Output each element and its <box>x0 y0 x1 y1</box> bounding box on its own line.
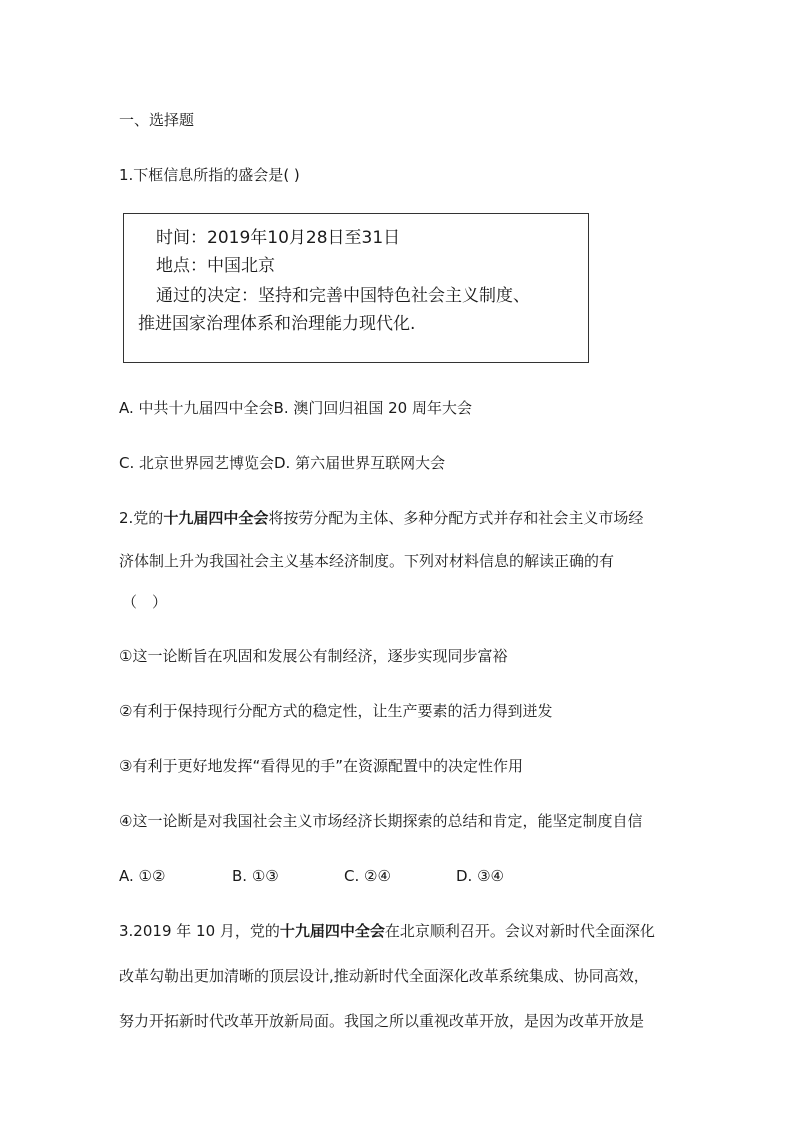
q3-suffix: 在北京顺利召开。会议对新时代全面深化 <box>384 922 655 940</box>
question-2-line-1 <box>119 508 643 528</box>
question-2-line-2: 济体制上升为我国社会主义基本经济制度。下列对材料信息的解读正确的有 <box>119 552 615 570</box>
q2-suffix: 将按劳分配为主体、多种分配方式并存和社会主义市场经 <box>268 509 644 527</box>
question-1-stem: 1.下框信息所指的盛会是( ) <box>119 166 300 184</box>
q2-option-a: A. ①② <box>119 867 166 885</box>
question-3-line-1 <box>119 921 655 941</box>
q2-option-b: B. ①③ <box>232 867 279 885</box>
info-decision-line-2: 推进国家治理体系和治理能力现代化. <box>138 314 416 334</box>
question-1-options-ab: A. 中共十九届四中全会B. 澳门回归祖国 20 周年大会 <box>119 399 472 417</box>
info-time: 时间：2019年10月28日至31日 <box>156 228 401 248</box>
question-3-line-2: 改革勾勒出更加清晰的顶层设计,推动新时代全面深化改革系统集成、协同高效， <box>119 967 649 985</box>
section-title: 一、选择题 <box>119 111 195 129</box>
question-2-line-3: （ ） <box>122 593 168 611</box>
q2-bold-term: 十九届四中全会 <box>163 509 269 527</box>
q2-option-d: D. ③④ <box>456 867 504 885</box>
question-1-info-box <box>123 213 589 363</box>
question-2-item-2: ②有利于保持现行分配方式的稳定性，让生产要素的活力得到迸发 <box>119 702 553 720</box>
info-decision-line-1: 通过的决定：坚持和完善中国特色社会主义制度、 <box>156 286 530 306</box>
question-2-item-3: ③有利于更好地发挥“看得见的手”在资源配置中的决定性作用 <box>119 757 523 775</box>
q2-prefix: 2.党的 <box>119 509 164 527</box>
question-1-options-cd: C. 北京世界园艺博览会D. 第六届世界互联网大会 <box>119 454 446 472</box>
question-2-options <box>119 866 504 886</box>
info-place: 地点：中国北京 <box>156 256 275 276</box>
question-3-line-3: 努力开拓新时代改革开放新局面。我国之所以重视改革开放，是因为改革开放是 <box>119 1012 645 1030</box>
question-2-item-4: ④这一论断是对我国社会主义市场经济长期探索的总结和肯定，能坚定制度自信 <box>119 812 643 830</box>
question-2-item-1: ①这一论断旨在巩固和发展公有制经济，逐步实现同步富裕 <box>119 647 508 665</box>
q2-option-c: C. ②④ <box>344 867 391 885</box>
q3-prefix: 3.2019 年 10 月，党的 <box>119 922 280 940</box>
q3-bold-term: 十九届四中全会 <box>279 922 385 940</box>
